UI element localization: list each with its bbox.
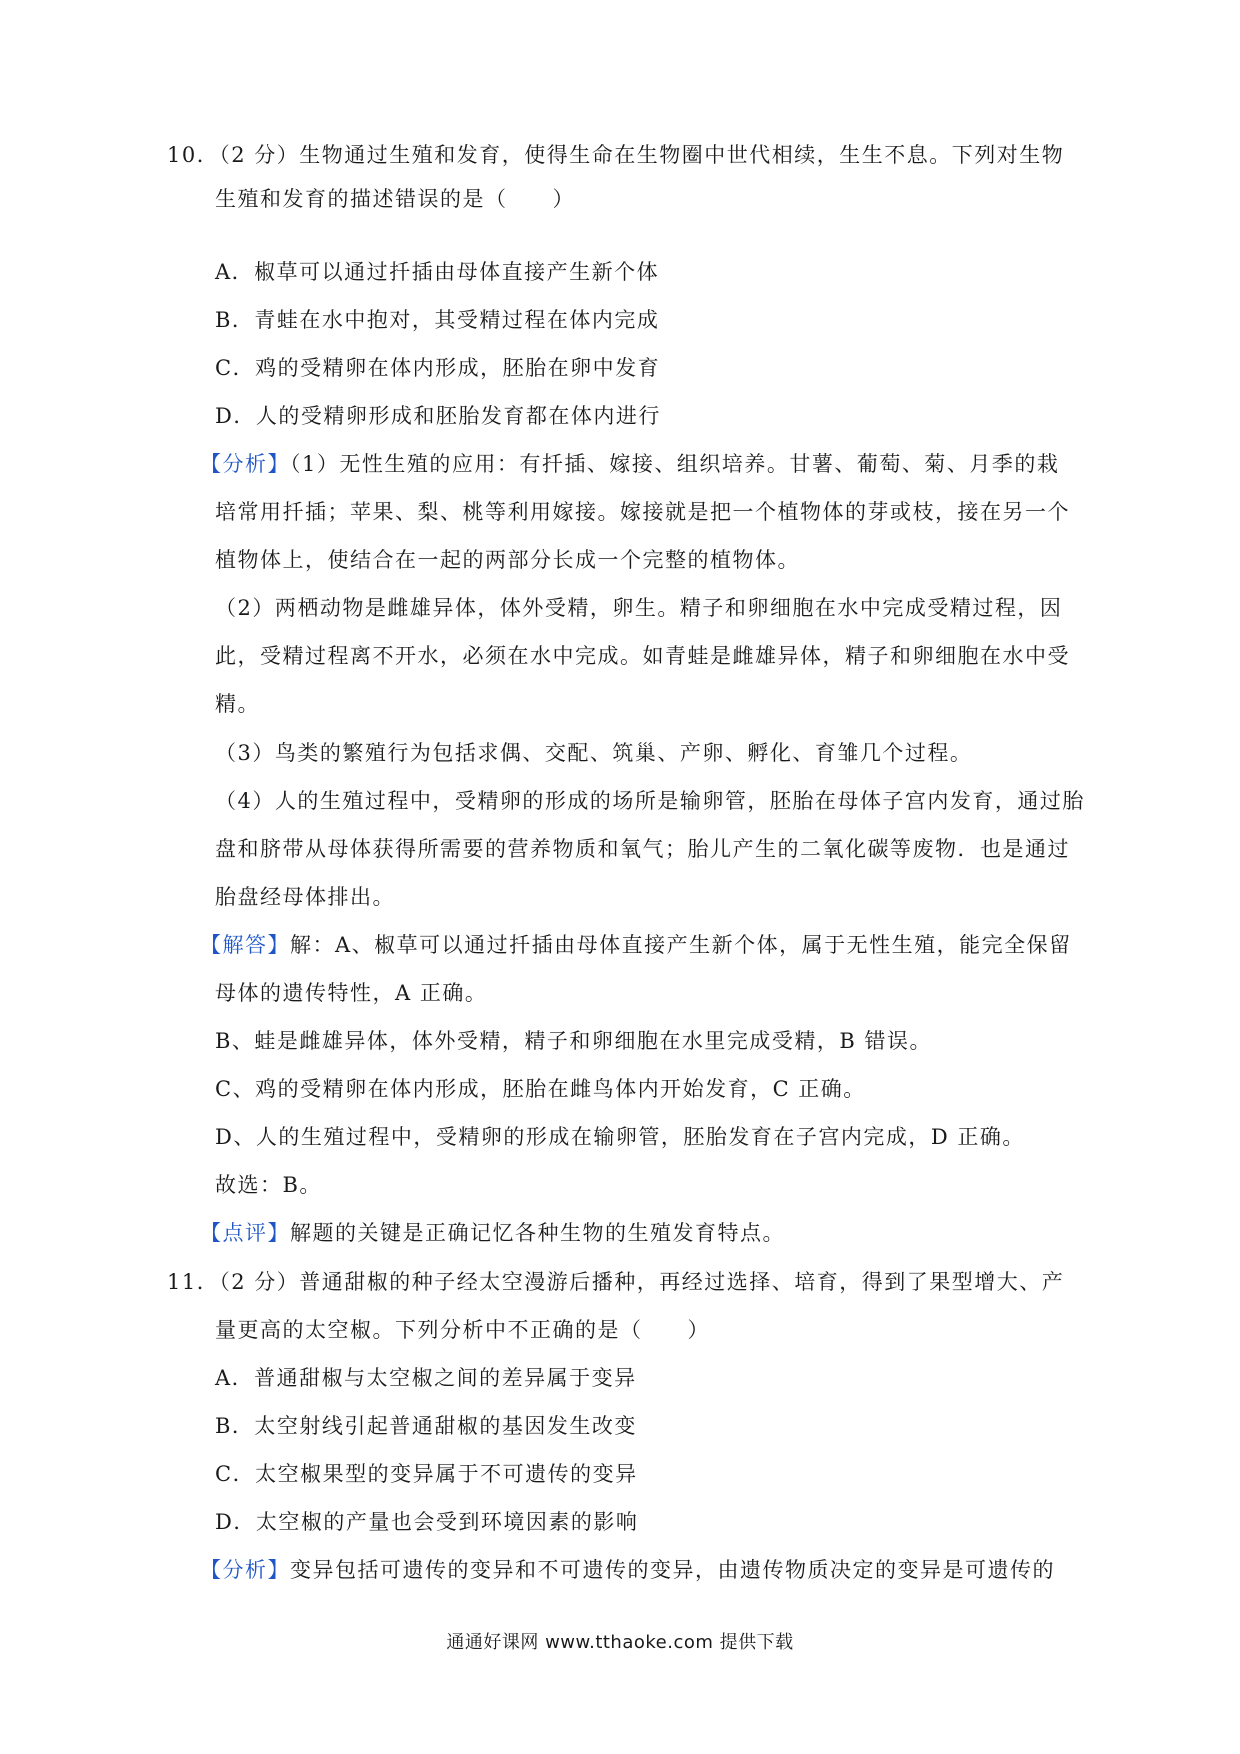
q10-comment-line-1: 【点评】解题的关键是正确记忆各种生物的生殖发育特点。 [200, 1221, 785, 1245]
analysis-tag: 【分析】 [200, 452, 290, 476]
q10-analysis-line-10: 胎盘经母体排出。 [215, 885, 395, 909]
q11-option-b: B．太空射线引起普通甜椒的基因发生改变 [215, 1414, 637, 1438]
q10-stem-line-2: 生殖和发育的描述错误的是（ ） [215, 187, 575, 211]
q10-answer-line-5: D、人的生殖过程中，受精卵的形成在输卵管，胚胎发育在子宫内完成，D 正确。 [215, 1125, 1025, 1149]
q11-stem-line-1: 11．（2 分）普通甜椒的种子经太空漫游后播种，再经过选择、培育，得到了果型增大、产 [167, 1270, 1065, 1294]
q10-option-a: A．椒草可以通过扦插由母体直接产生新个体 [215, 260, 660, 284]
page-footer: 通通好课网 www.tthaoke.com 提供下载 [446, 1632, 794, 1653]
q10-answer-line-2: 母体的遗传特性，A 正确。 [215, 981, 488, 1005]
q10-analysis-line-7: （3）鸟类的繁殖行为包括求偶、交配、筑巢、产卵、孵化、育雏几个过程。 [215, 741, 973, 765]
q10-analysis-line-6: 精。 [215, 692, 260, 716]
answer-tag: 【解答】 [200, 933, 290, 957]
q10-analysis-line-8: （4）人的生殖过程中，受精卵的形成的场所是输卵管，胚胎在母体子宫内发育，通过胎 [215, 789, 1085, 813]
q10-analysis-line-1: 【分析】（1）无性生殖的应用：有扦插、嫁接、组织培养。甘薯、葡萄、菊、月季的栽 [200, 452, 1060, 476]
q11-option-a: A．普通甜椒与太空椒之间的差异属于变异 [215, 1366, 637, 1390]
q11-analysis-line-1: 【分析】变异包括可遗传的变异和不可遗传的变异，由遗传物质决定的变异是可遗传的 [200, 1558, 1055, 1582]
q10-answer-line-6: 故选：B。 [215, 1173, 322, 1197]
q10-answer-line-1: 【解答】解：A、椒草可以通过扦插由母体直接产生新个体，属于无性生殖，能完全保留 [200, 933, 1072, 957]
q10-analysis-line-9: 盘和脐带从母体获得所需要的营养物质和氧气；胎儿产生的二氧化碳等废物．也是通过 [215, 837, 1070, 861]
q10-answer-line-4: C、鸡的受精卵在体内形成，胚胎在雌鸟体内开始发育，C 正确。 [215, 1077, 866, 1101]
q10-stem-line-1: 10．（2 分）生物通过生殖和发育，使得生命在生物圈中世代相续，生生不息。下列对生物 [167, 143, 1065, 167]
q10-answer-line-3: B、蛙是雌雄异体，体外受精，精子和卵细胞在水里完成受精，B 错误。 [215, 1029, 933, 1053]
q10-option-b: B．青蛙在水中抱对，其受精过程在体内完成 [215, 308, 660, 332]
q10-analysis-line-4: （2）两栖动物是雌雄异体，体外受精，卵生。精子和卵细胞在水中完成受精过程，因 [215, 596, 1063, 620]
comment-tag: 【点评】 [200, 1221, 290, 1245]
q11-option-c: C．太空椒果型的变异属于不可遗传的变异 [215, 1462, 638, 1486]
q10-analysis-line-2: 培常用扦插；苹果、梨、桃等利用嫁接。嫁接就是把一个植物体的芽或枝，接在另一个 [215, 500, 1070, 524]
analysis-tag: 【分析】 [200, 1558, 290, 1582]
q10-analysis-line-3: 植物体上，使结合在一起的两部分长成一个完整的植物体。 [215, 548, 800, 572]
q11-option-d: D．太空椒的产量也会受到环境因素的影响 [215, 1510, 639, 1534]
q10-option-d: D．人的受精卵形成和胚胎发育都在体内进行 [215, 404, 661, 428]
q10-option-c: C．鸡的受精卵在体内形成，胚胎在卵中发育 [215, 356, 661, 380]
q10-analysis-line-5: 此，受精过程离不开水，必须在水中完成。如青蛙是雌雄异体，精子和卵细胞在水中受 [215, 644, 1070, 668]
q11-stem-line-2: 量更高的太空椒。下列分析中不正确的是（ ） [215, 1318, 710, 1342]
